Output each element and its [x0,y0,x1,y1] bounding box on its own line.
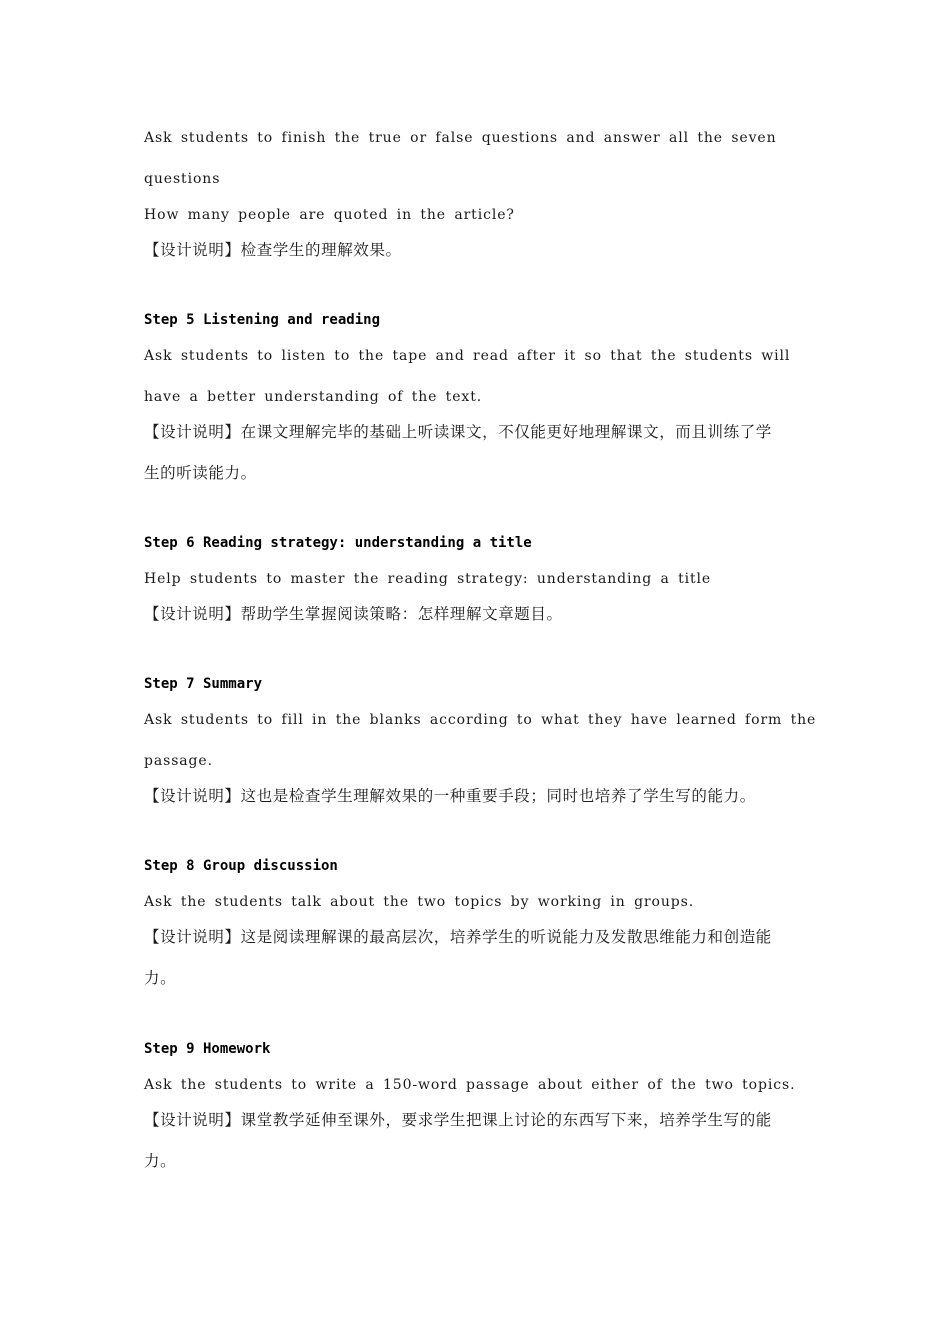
design-note-label: 【设计说明】 [144,787,241,805]
question-line: How many people are quoted in the article? [144,207,515,223]
instruction-line: passage. [144,753,213,769]
design-note-continuation: 力。 [144,969,177,987]
design-note-text: 帮助学生掌握阅读策略：怎样理解文章题目。 [240,605,563,623]
design-note [144,786,756,806]
design-note-text: 这是阅读理解课的最高层次，培养学生的听说能力及发散思维能力和创造能 [240,928,772,946]
design-note [144,927,772,947]
design-note-label: 【设计说明】 [144,605,241,623]
instruction-line: Ask the students to write a 150-word passage about either of the two topics. [144,1077,796,1093]
design-note-continuation: 力。 [144,1152,177,1170]
design-note-text: 检查学生的理解效果。 [240,241,402,259]
instruction-line: Ask the students talk about the two topics by working in groups. [144,894,695,910]
step-8-heading: Step 8 Group discussion [144,858,338,874]
step-6-heading: Step 6 Reading strategy: understanding a title [144,535,532,551]
design-note-text: 这也是检查学生理解效果的一种重要手段；同时也培养了学生写的能力。 [240,787,756,805]
design-note-label: 【设计说明】 [144,423,241,441]
instruction-line: Help students to master the reading strategy: understanding a title [144,571,712,587]
instruction-line: Ask students to finish the true or false questions and answer all the seven [144,130,777,146]
design-note-text: 在课文理解完毕的基础上听读课文，不仅能更好地理解课文，而且训练了学 [240,423,772,441]
design-note-continuation: 生的听读能力。 [144,464,257,482]
design-note-label: 【设计说明】 [144,241,241,259]
instruction-line: Ask students to listen to the tape and read after it so that the students will [144,348,791,364]
design-note-label: 【设计说明】 [144,1111,241,1129]
instruction-line: questions [144,171,221,187]
instruction-line: Ask students to fill in the blanks according to what they have learned form the [144,712,817,728]
design-note-label: 【设计说明】 [144,928,241,946]
design-note [144,604,563,624]
instruction-line: have a better understanding of the text. [144,389,483,405]
step-7-heading: Step 7 Summary [144,676,263,692]
design-note [144,240,402,260]
design-note-text: 课堂教学延伸至课外，要求学生把课上讨论的东西写下来，培养学生写的能 [240,1111,772,1129]
design-note [144,422,772,442]
design-note [144,1110,772,1130]
step-9-heading: Step 9 Homework [144,1041,271,1057]
step-5-heading: Step 5 Listening and reading [144,312,381,328]
